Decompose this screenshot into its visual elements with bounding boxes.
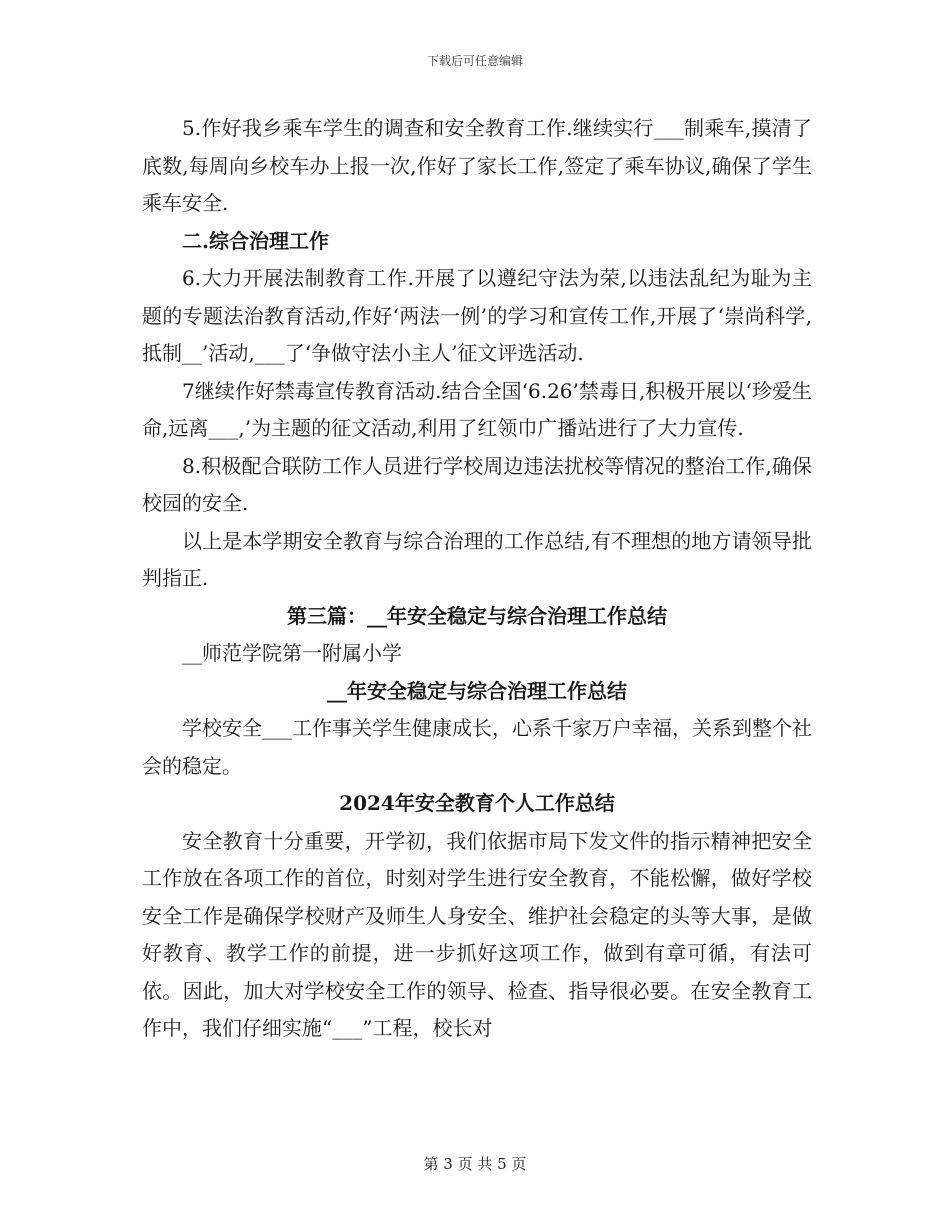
chapter-3-subtitle: __年安全稳定与综合治理工作总结 bbox=[327, 678, 627, 703]
section-heading-comprehensive-governance: 二.综合治理工作 bbox=[182, 228, 329, 253]
paragraph-chapter-3: 学校安全___工作事关学生健康成长，心系千家万户幸福，关系到整个社会的稳定。 bbox=[142, 716, 812, 778]
chapter-3-title: 第三篇：__年安全稳定与综合治理工作总结 bbox=[287, 603, 667, 628]
paragraph-summary: 以上是本学期安全教育与综合治理的工作总结,有不理想的地方请领导批判指正. bbox=[142, 528, 812, 590]
paragraph-item-7: 7继续作好禁毒宣传教育活动.结合全国‘6.26’禁毒日,积极开展以‘珍爱生命,远离___,’为主题的征文活动,利用了红领巾广播站进行了大力宣传. bbox=[142, 378, 812, 440]
page-header: 下载后可任意编辑 bbox=[426, 54, 523, 68]
document-body bbox=[142, 110, 812, 1048]
page-footer: 第 3 页 共 5 页 bbox=[423, 1155, 527, 1173]
paragraph-item-8: 8.积极配合联防工作人员进行学校周边违法扰校等情况的整治工作,确保校园的安全. bbox=[142, 453, 812, 515]
section-2024-title: 2024年安全教育个人工作总结 bbox=[339, 791, 615, 815]
school-name: __师范学院第一附属小学 bbox=[182, 641, 402, 665]
paragraph-item-6: 6.大力开展法制教育工作.开展了以遵纪守法为荣,以违法乱纪为耻为主题的专题法治教育活动,作好‘两法一例’的学习和宣传工作,开展了‘崇尚科学,抵制__’活动,___了‘争做守法小主人’征文评选活动. bbox=[142, 266, 812, 365]
paragraph-2024: 安全教育十分重要，开学初，我们依据市局下发文件的指示精神把安全工作放在各项工作的首位，时刻对学生进行安全教育，不能松懈，做好学校安全工作是确保学校财产及师生人身安全、维护社会稳定的头等大事，是做好教育、教学工作的前提，进一步抓好这项工作，做到有章可循，有法可依。因此，加大对学校安全工作的领导、检查、指导很必要。在安全教育工作中，我们仔细实施“___”工程，校长对 bbox=[142, 828, 812, 1040]
paragraph-item-5: 5.作好我乡乘车学生的调查和安全教育工作.继续实行___制乘车,摸清了底数,每周向乡校车办上报一次,作好了家长工作,签定了乘车协议,确保了学生乘车安全. bbox=[142, 116, 812, 215]
